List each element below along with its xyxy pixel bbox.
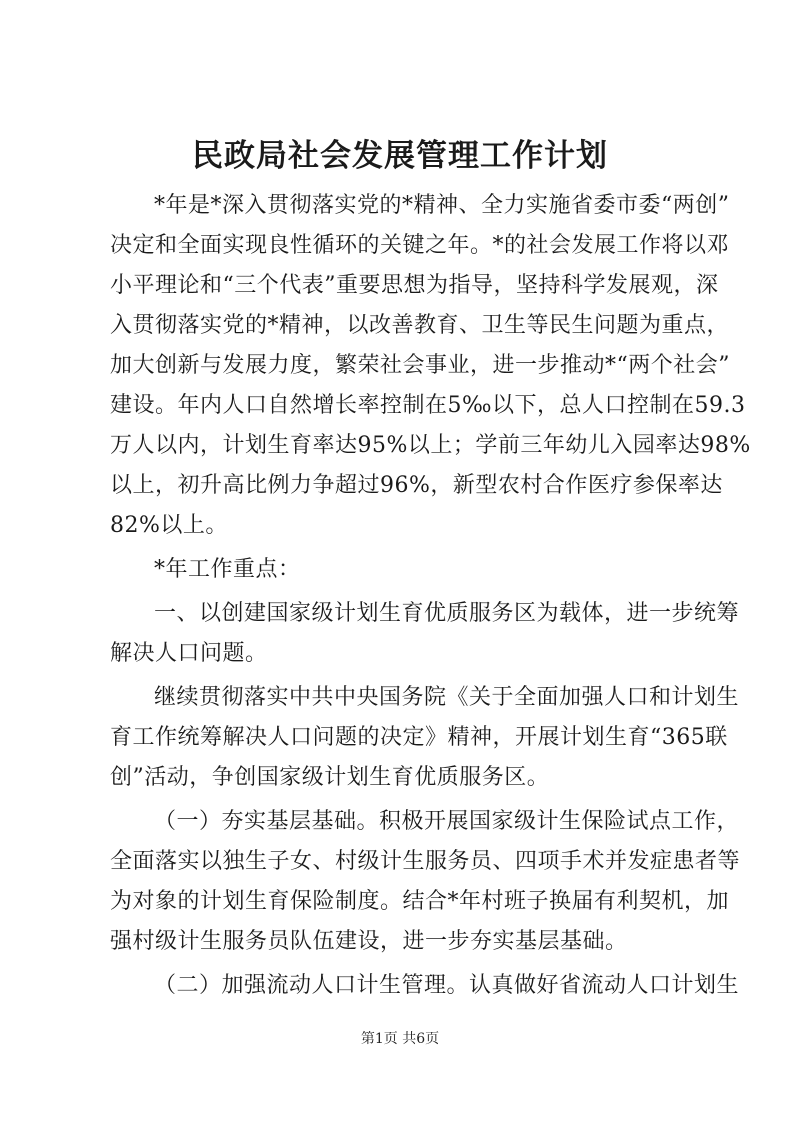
paragraph-line: 一、以创建国家级计划生育优质服务区为载体，进一步统筹 [154, 601, 740, 626]
paragraph-line: 育工作统筹解决人口问题的决定》精神，开展计划生育“365联 [110, 725, 728, 750]
section-heading: *年工作重点： [154, 557, 301, 582]
paragraph-line: *年是*深入贯彻落实党的*精神、全力实施省委市委“两创” [154, 193, 730, 218]
paragraph-line: 82%以上。 [110, 513, 228, 538]
paragraph-line: 入贯彻落实党的*精神，以改善教育、卫生等民生问题为重点， [110, 313, 730, 338]
paragraph-line: 加大创新与发展力度，繁荣社会事业，进一步推动*“两个社会” [110, 353, 730, 378]
paragraph-line: 建设。年内人口自然增长率控制在5‰以下，总人口控制在59.3 [110, 393, 746, 418]
paragraph-line: 全面落实以独生子女、村级计生服务员、四项手术并发症患者等 [110, 849, 741, 874]
paragraph-line: 创”活动，争创国家级计划生育优质服务区。 [110, 765, 550, 790]
paragraph-line: （一）夯实基层基础。积极开展国家级计生保险试点工作， [154, 809, 740, 834]
paragraph-line: 继续贯彻落实中共中央国务院《关于全面加强人口和计划生 [154, 685, 740, 710]
paragraph-line: 强村级计生服务员队伍建设，进一步夯实基层基础。 [110, 929, 628, 954]
document-title: 民政局社会发展管理工作计划 [192, 138, 608, 174]
paragraph-line: 决定和全面实现良性循环的关键之年。*的社会发展工作将以邓 [110, 233, 730, 258]
document-body [110, 186, 751, 1006]
paragraph-line: （二）加强流动人口计生管理。认真做好省流动人口计划生 [154, 973, 740, 998]
paragraph-line: 小平理论和“三个代表”重要思想为指导，坚持科学发展观，深 [110, 273, 719, 298]
paragraph-line: 为对象的计划生育保险制度。结合*年村班子换届有利契机，加 [110, 889, 730, 914]
paragraph-line: 解决人口问题。 [110, 641, 268, 666]
paragraph-line: 以上，初升高比例力争超过96%，新型农村合作医疗参保率达 [110, 473, 723, 498]
page-number-footer: 第1页 共6页 [360, 1031, 440, 1047]
paragraph-line: 万人以内，计划生育率达95%以上；学前三年幼儿入园率达98% [110, 433, 751, 458]
